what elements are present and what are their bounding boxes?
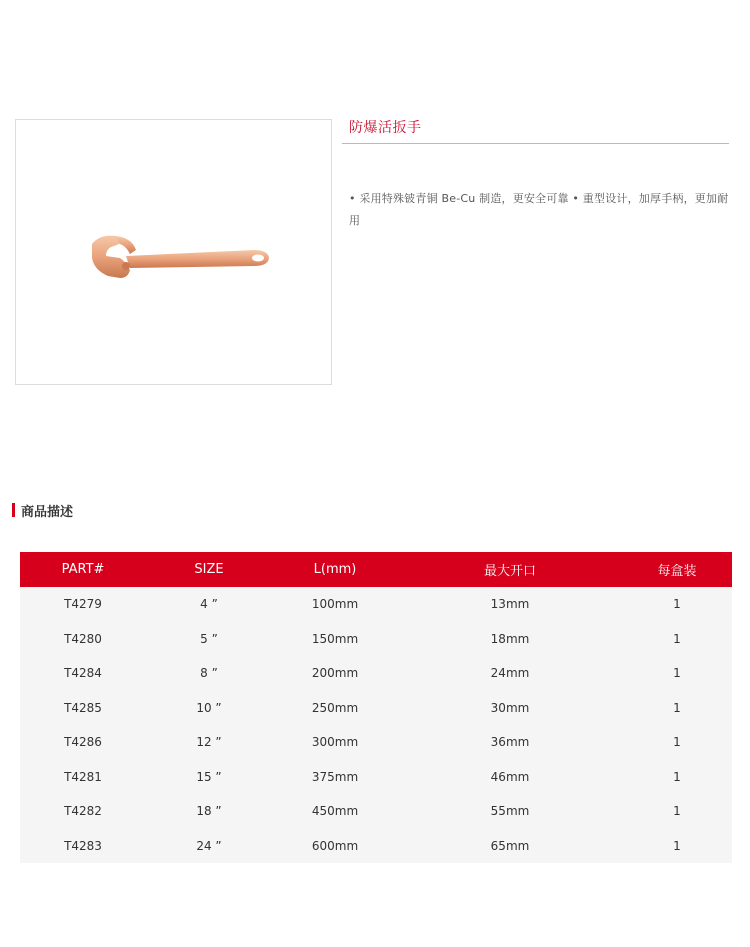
- cell-part: T4285: [64, 700, 102, 715]
- cell-size: 8 ”: [200, 666, 218, 681]
- table-row: [20, 760, 732, 795]
- table-row: [20, 587, 732, 622]
- product-description: • 采用特殊铍青铜 Be-Cu 制造，更安全可靠 • 重型设计，加厚手柄，更加耐用: [349, 192, 729, 227]
- cell-max-opening: 65mm: [490, 838, 530, 853]
- table-row: [20, 829, 732, 864]
- cell-max-opening: 24mm: [490, 666, 530, 681]
- cell-part: T4286: [64, 735, 102, 750]
- cell-per-box: 1: [673, 666, 681, 681]
- table-row: [20, 725, 732, 760]
- cell-size: 18 ”: [196, 804, 222, 819]
- cell-max-opening: 55mm: [490, 804, 530, 819]
- cell-part: T4282: [64, 804, 102, 819]
- cell-part: T4283: [64, 838, 102, 853]
- title-divider: [342, 143, 729, 144]
- cell-size: 24 ”: [196, 838, 222, 853]
- cell-part: T4279: [64, 597, 102, 612]
- section-heading-label: 商品描述: [21, 504, 74, 520]
- table-row: [20, 794, 732, 829]
- header-part: PART#: [61, 562, 105, 577]
- cell-per-box: 1: [673, 631, 681, 646]
- cell-part: T4281: [64, 769, 102, 784]
- cell-length: 600mm: [311, 838, 359, 853]
- header-length: L(mm): [313, 562, 357, 577]
- cell-length: 150mm: [311, 631, 359, 646]
- cell-per-box: 1: [673, 700, 681, 715]
- cell-size: 5 ”: [200, 631, 218, 646]
- cell-length: 450mm: [311, 804, 359, 819]
- header-max-opening: 最大开口: [483, 564, 536, 579]
- table-row: [20, 691, 732, 726]
- cell-size: 12 ”: [196, 735, 222, 750]
- cell-size: 15 ”: [196, 769, 222, 784]
- cell-max-opening: 36mm: [490, 735, 530, 750]
- cell-per-box: 1: [673, 735, 681, 750]
- product-title: 防爆活扳手: [349, 120, 422, 136]
- cell-per-box: 1: [673, 597, 681, 612]
- cell-length: 300mm: [311, 735, 359, 750]
- adjustable-wrench-icon: [86, 232, 286, 292]
- cell-length: 100mm: [311, 597, 359, 612]
- cell-per-box: 1: [673, 769, 681, 784]
- table-header-row: [20, 552, 732, 587]
- section-heading: [12, 502, 73, 518]
- table-row: [20, 622, 732, 657]
- header-per-box: 每盒装: [657, 564, 697, 579]
- cell-size: 4 ”: [200, 597, 218, 612]
- cell-per-box: 1: [673, 838, 681, 853]
- table-row: [20, 656, 732, 691]
- product-image: [15, 119, 332, 385]
- spec-table: [20, 552, 732, 863]
- header-size: SIZE: [194, 562, 224, 577]
- cell-max-opening: 13mm: [490, 597, 530, 612]
- cell-part: T4284: [64, 666, 102, 681]
- cell-length: 200mm: [311, 666, 359, 681]
- section-marker: [12, 503, 15, 517]
- cell-max-opening: 46mm: [490, 769, 530, 784]
- cell-per-box: 1: [673, 804, 681, 819]
- cell-length: 375mm: [311, 769, 359, 784]
- cell-length: 250mm: [311, 700, 359, 715]
- cell-max-opening: 30mm: [490, 700, 530, 715]
- cell-size: 10 ”: [196, 700, 222, 715]
- cell-part: T4280: [64, 631, 102, 646]
- cell-max-opening: 18mm: [490, 631, 530, 646]
